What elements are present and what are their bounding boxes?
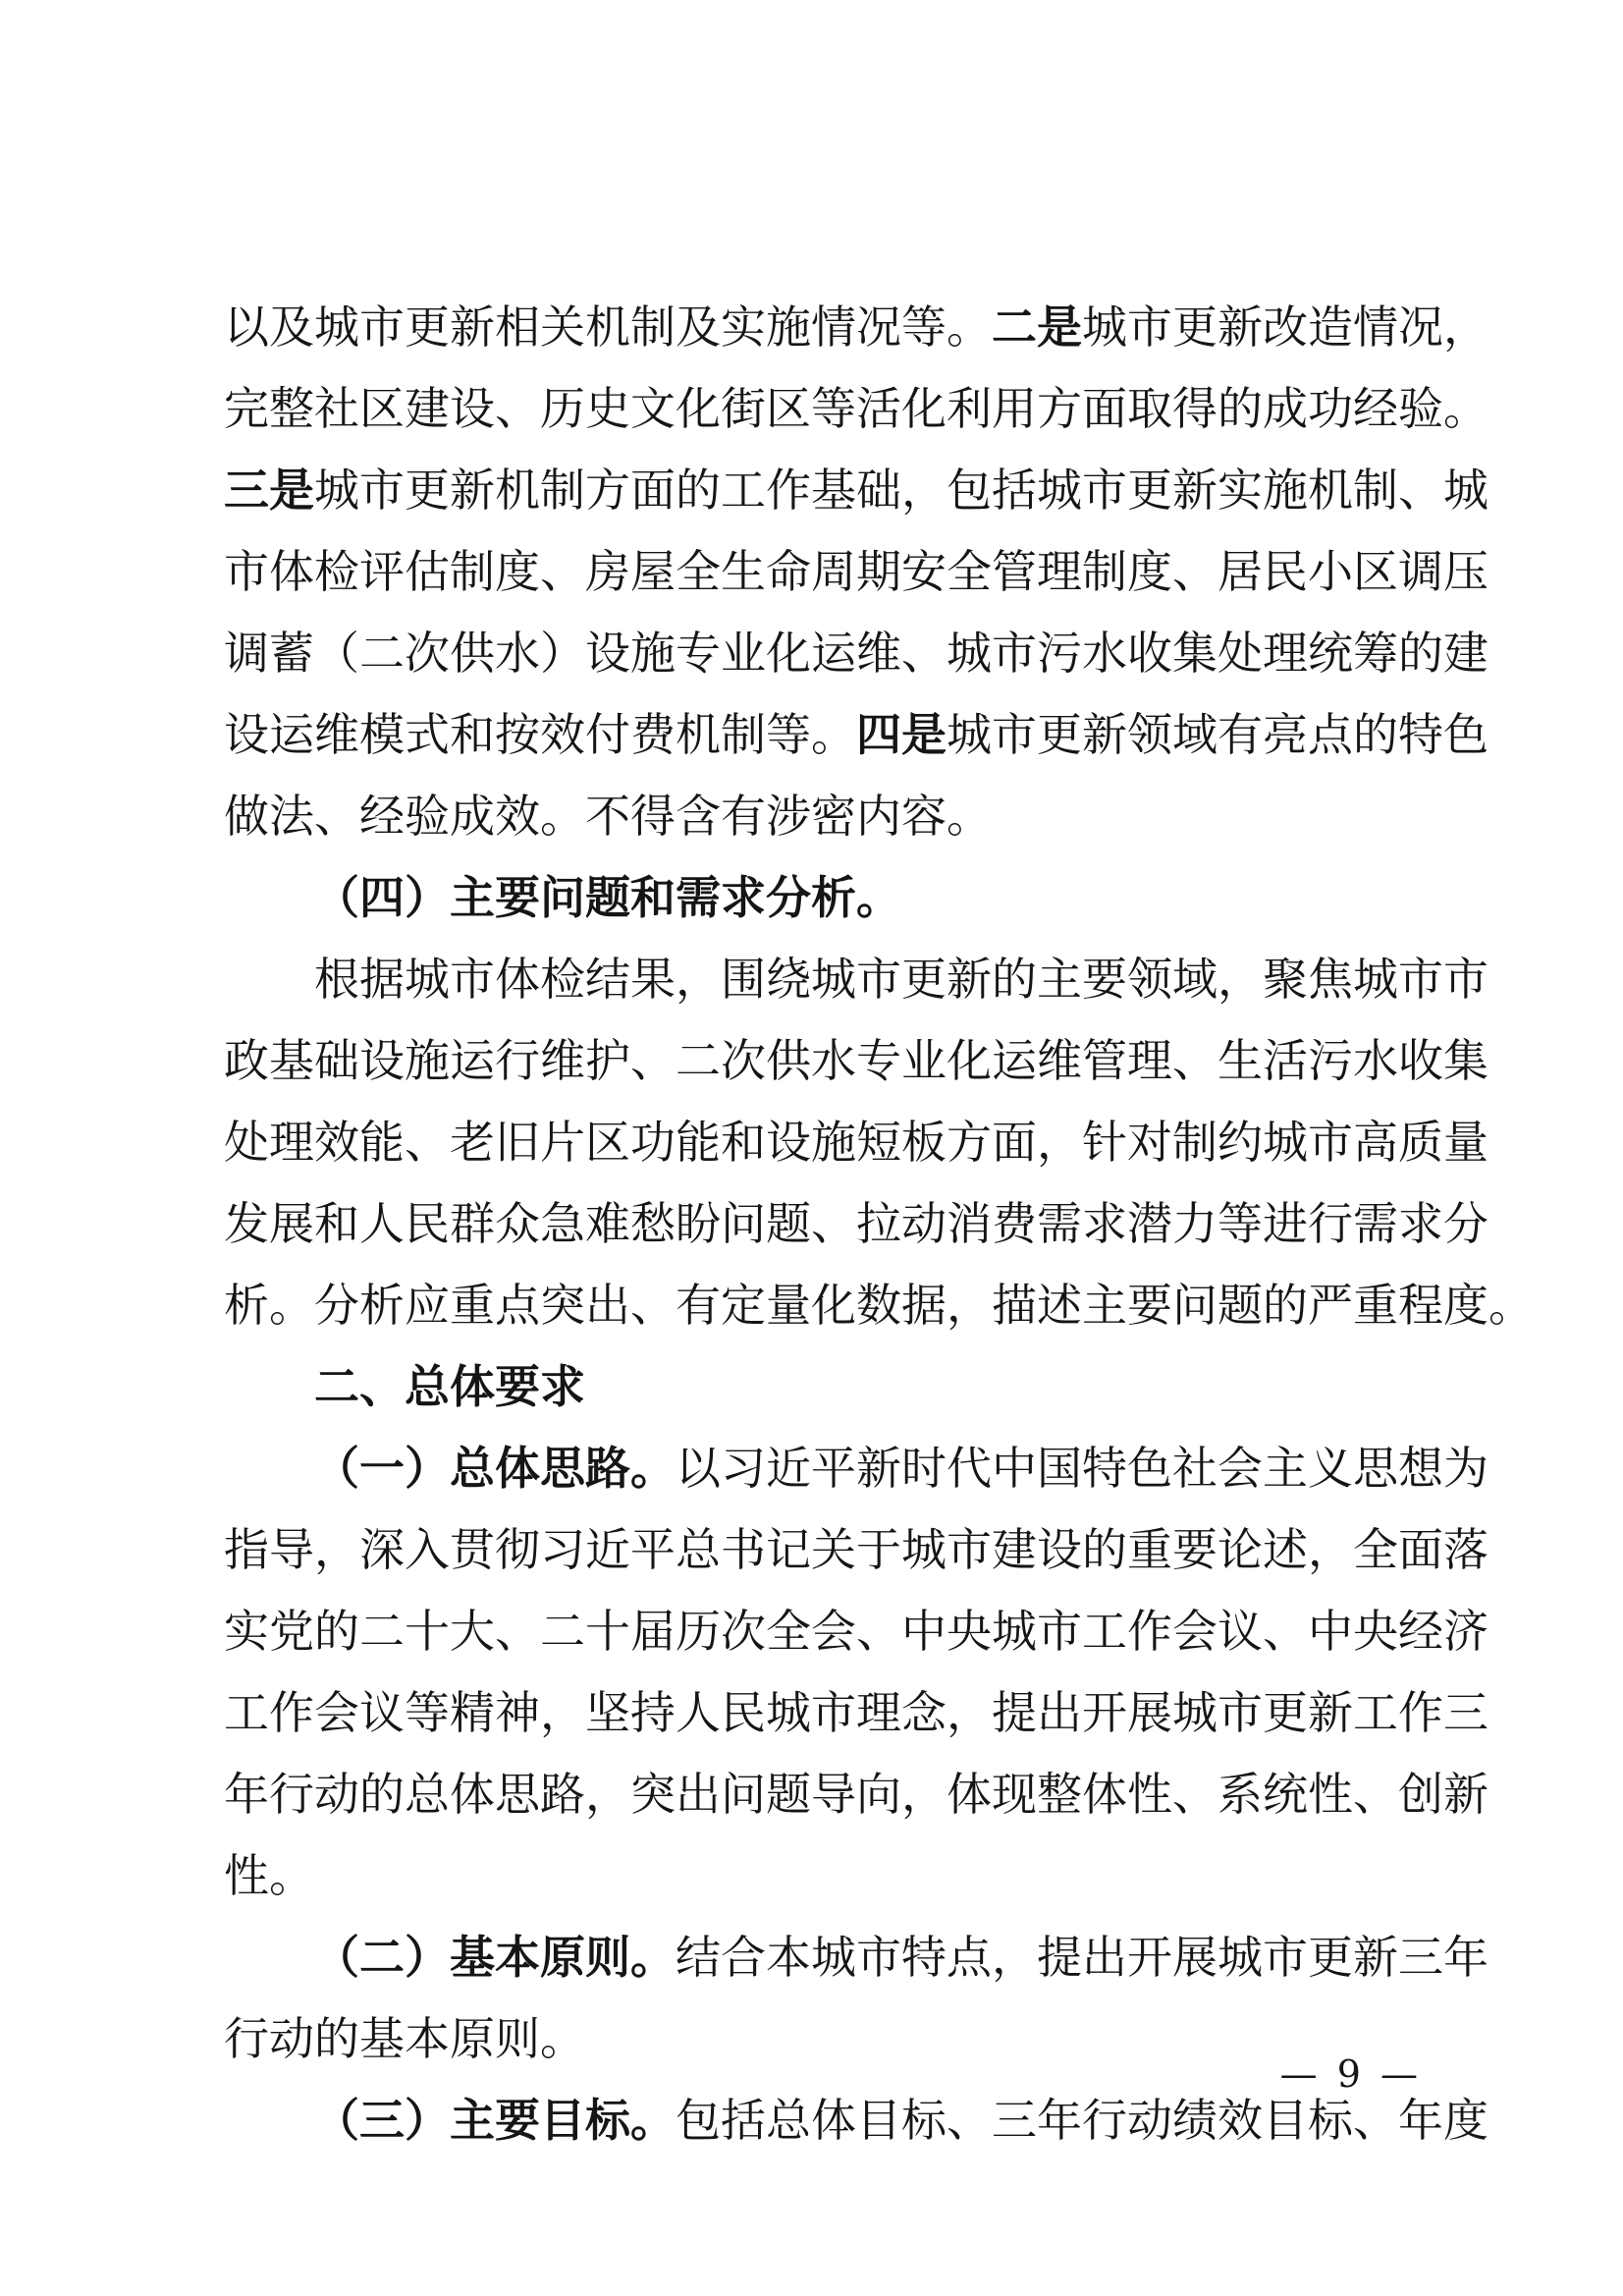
text-line <box>224 1020 1488 1102</box>
text-line <box>224 531 1488 613</box>
text-line <box>224 1835 1434 1917</box>
bold-phrase: 二是 <box>992 301 1082 354</box>
text-run: 以习近平新时代中国特色社会主义思想为 <box>676 1442 1488 1495</box>
text-line <box>224 694 1488 776</box>
text-line <box>224 776 1434 857</box>
text-run: 实党的二十大、二十届历次全会、中央城市工作会议、中央经济 <box>224 1605 1488 1658</box>
text-run: 二、总体要求 <box>314 1360 585 1413</box>
document-body <box>224 287 1534 2161</box>
section-heading <box>224 1346 1434 1428</box>
text-run: 析。分析应重点突出、有定量化数据，描述主要问题的严重程度。 <box>224 1279 1534 1332</box>
text-run: 行动的基本原则。 <box>224 2012 585 2065</box>
text-run: 指导，深入贯彻习近平总书记关于城市建设的重要论述，全面落 <box>224 1523 1488 1576</box>
text-line <box>224 857 1434 939</box>
text-run: 完整社区建设、历史文化街区等活化利用方面取得的成功经验。 <box>224 382 1488 435</box>
text-run: 包括总体目标、三年行动绩效目标、年度 <box>676 2094 1488 2147</box>
bold-phrase: （一）总体思路。 <box>314 1442 676 1495</box>
text-run: 调蓄（二次供水）设施专业化运维、城市污水收集处理统筹的建 <box>224 627 1488 680</box>
page-number: — 9 — <box>1279 2052 1422 2096</box>
text-line <box>224 1591 1488 1672</box>
text-line <box>224 1428 1488 1509</box>
text-line <box>224 1917 1488 1998</box>
text-run: 性。 <box>224 1849 314 1902</box>
text-run: 根据城市体检结果，围绕城市更新的主要领域，聚焦城市市 <box>314 953 1488 1006</box>
text-line <box>224 368 1488 450</box>
text-run: 结合本城市特点，提出开展城市更新三年 <box>676 1931 1488 1984</box>
text-line <box>224 1509 1488 1591</box>
text-run: 政基础设施运行维护、二次供水专业化运维管理、生活污水收集 <box>224 1034 1488 1087</box>
text-line <box>224 1265 1534 1346</box>
text-run: 年行动的总体思路，突出问题导向，体现整体性、系统性、创新 <box>224 1768 1488 1821</box>
bold-phrase: 三是 <box>224 464 314 517</box>
text-run: 发展和人民群众急难愁盼问题、拉动消费需求潜力等进行需求分 <box>224 1197 1488 1250</box>
text-line <box>224 450 1488 531</box>
text-run: 以及城市更新相关机制及实施情况等。 <box>224 301 992 354</box>
text-line <box>224 1102 1488 1183</box>
text-line <box>224 287 1488 368</box>
text-line <box>224 1672 1488 1754</box>
text-run: 工作会议等精神，坚持人民城市理念，提出开展城市更新工作三 <box>224 1686 1488 1739</box>
text-run: 设运维模式和按效付费机制等。 <box>224 708 856 761</box>
text-run: 城市更新领域有亮点的特色 <box>947 708 1488 761</box>
text-run: 市体检评估制度、房屋全生命周期安全管理制度、居民小区调压 <box>224 545 1488 598</box>
text-line <box>224 1998 1434 2080</box>
text-line <box>224 613 1488 694</box>
text-line <box>224 1183 1488 1265</box>
text-run: 城市更新机制方面的工作基础，包括城市更新实施机制、城 <box>314 464 1488 517</box>
bold-phrase: 四是 <box>856 708 947 761</box>
bold-phrase: （四）主要问题和需求分析。 <box>314 871 901 924</box>
text-run: 城市更新改造情况， <box>1082 301 1488 354</box>
text-run: 做法、经验成效。不得含有涉密内容。 <box>224 790 992 843</box>
bold-phrase: （三）主要目标。 <box>314 2094 676 2147</box>
bold-phrase: （二）基本原则。 <box>314 1931 676 1984</box>
text-line <box>224 1754 1488 1835</box>
text-run: 处理效能、老旧片区功能和设施短板方面，针对制约城市高质量 <box>224 1116 1488 1169</box>
text-line <box>224 939 1488 1020</box>
text-line <box>224 2080 1488 2161</box>
